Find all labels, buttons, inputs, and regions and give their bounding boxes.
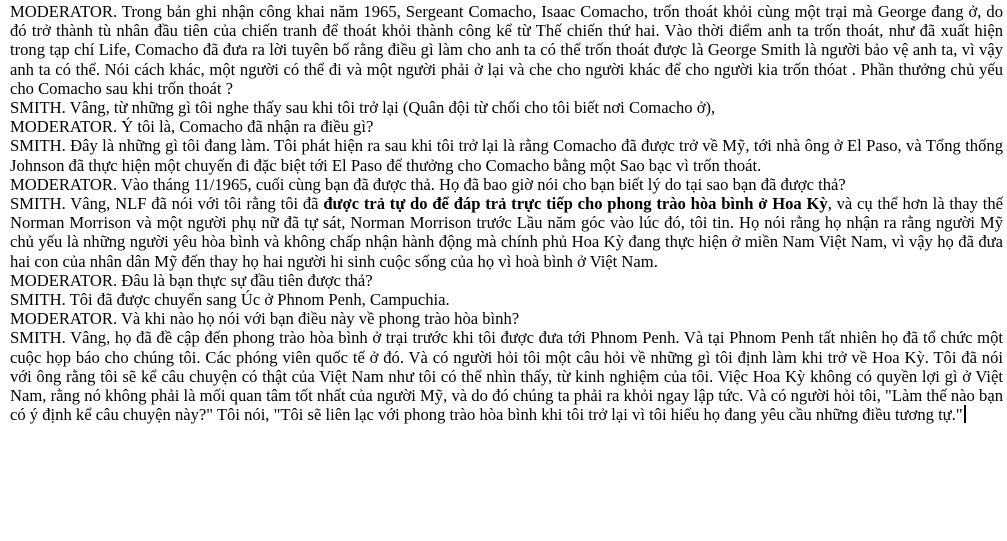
paragraph-moderator-1: MODERATOR. Trong bản ghi nhận công khai năm 1965, Sergeant Comacho, Isaac Comacho, trốn thoát khỏi cùng một trại mà George đang ở, do đó trở thành tù nhân đầu tiên của chiến tranh để thoát khỏi thành công kể từ Thế chiến thứ hai. Vào thời điểm anh ta trốn thoát, như đã xuất hiện trong tạp chí Life, Comacho đã đưa ra lời tuyên bố rằng điều gì làm cho anh ta có thể trốn thoát được là George Smith là người bảo vệ anh ta, vì vậy anh ta có thể. Nói cách khác, một người có thể đi và một người phải ở lại và che cho người khác để cho người kia trốn thóat . Phần thưởng chủ yếu cho Comacho sau khi trốn thoát ? <box>10 2 1003 98</box>
paragraph-smith-3-bold: được trả tự do để đáp trả trực tiếp cho phong trào hòa bình ở Hoa Kỳ <box>323 194 828 214</box>
paragraph-smith-3-rest: , và cụ thể hơn là thay thế Norman Morrison và một người phụ nữ đã tự sát, Norman Morrison trước Lầu năm góc vào lúc đó, tôi tin. Họ nói rằng họ nhận ra rằng người Mỹ chủ yếu là những người yêu hòa bình và không chấp nhận hành động mà chính phủ Hoa Kỳ đang thực hiện ở miền Nam Việt Nam, vì vậy họ đã đưa hai con của nhân dân Mỹ đến thay họ hai người hi sinh cuộc sống của họ vì hoà bình ở Việt Nam. <box>10 194 1003 271</box>
paragraph-smith-4: SMITH. Tôi đã được chuyển sang Úc ở Phnom Penh, Campuchia. <box>10 290 450 310</box>
text-cursor <box>964 405 966 423</box>
paragraph-moderator-5: MODERATOR. Và khi nào họ nói với bạn điều này về phong trào hòa bình? <box>10 309 520 329</box>
paragraph-smith-5-text: SMITH. Vâng, họ đã đề cập đến phong trào hòa bình ở trại trước khi tôi được đưa tới Phnom Penh. Và tại Phnom Penh tất nhiên họ đã tổ chức một cuộc họp báo cho chúng tôi. Các phóng viên quốc tế ở đó. Và có người hỏi tôi một câu hỏi về những gì tôi định làm khi trở về Hoa Kỳ. Tôi đã nói với ông rằng tôi sẽ kể câu chuyện có thật của Việt Nam như tôi có thể nhìn thấy, từ kinh nghiệm của tôi. Việc Hoa Kỳ không có quyền lợi gì ở Việt Nam, rằng nó không phải là mối quan tâm tốt nhất của người Mỹ, và do đó chúng ta phải ra khỏi ngay lập tức. Và có người hỏi tôi, "Làm thế nào bạn có ý định kể câu chuyện này?" Tôi nói, "Tôi sẽ liên lạc với phong trào hòa bình khi tôi trở lại vì tôi hiểu họ đang yêu cầu những điều tương tự." <box>10 328 1003 425</box>
paragraph-smith-3 <box>10 194 1003 271</box>
paragraph-moderator-4: MODERATOR. Đâu là bạn thực sự đầu tiên được thả? <box>10 270 373 290</box>
paragraph-smith-1: SMITH. Vâng, từ những gì tôi nghe thấy sau khi tôi trở lại (Quân đội từ chối cho tôi biết nơi Comacho ở), <box>10 98 716 118</box>
paragraph-moderator-3: MODERATOR. Vào tháng 11/1965, cuối cùng bạn đã được thả. Họ đã bao giờ nói cho bạn biết lý do tại sao bạn đã được thả? <box>10 174 846 194</box>
paragraph-moderator-2: MODERATOR. Ý tôi là, Comacho đã nhận ra điều gì? <box>10 117 374 137</box>
paragraph-smith-2: SMITH. Đây là những gì tôi đang làm. Tôi phát hiện ra sau khi tôi trở lại là rằng Comacho đã được trở về Mỹ, tới nhà ông ở El Paso, và Tổng thống Johnson đã thực hiện một chuyến đi đặc biệt tới El Paso để thưởng cho Comacho bằng một Sao bạc vì trốn thoát. <box>10 136 1003 175</box>
paragraph-smith-3-lead: SMITH. Vâng, NLF đã nói với tôi rằng tôi đã <box>10 194 324 214</box>
paragraph-smith-5 <box>10 328 1003 424</box>
